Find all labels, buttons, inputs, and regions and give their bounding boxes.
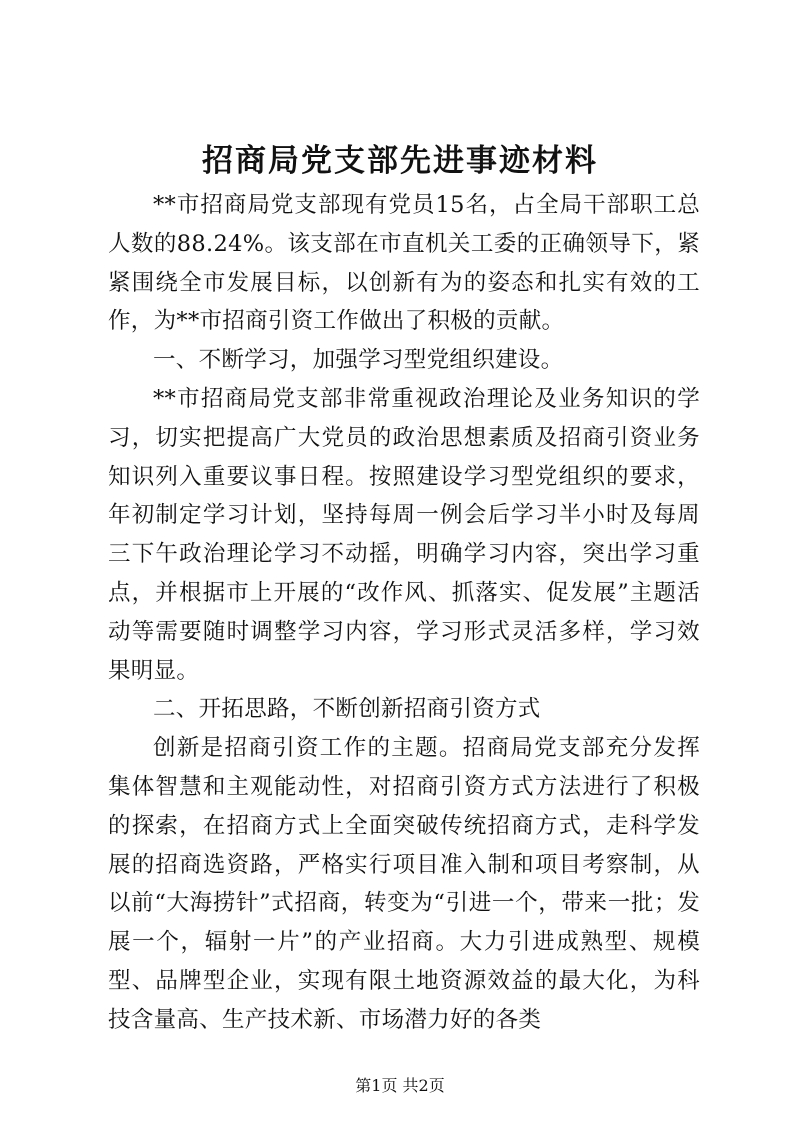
- section-heading-2: 二、开拓思路，不断创新招商引资方式: [153, 696, 541, 723]
- document-body: [108, 186, 700, 1040]
- section-heading-1: 一、不断学习，加强学习型党组织建设。: [153, 347, 564, 374]
- section-1-paragraph: **市招商局党支部非常重视政治理论及业务知识的学习，切实把提高广大党员的政治思想素质及招商引资业务知识列入重要议事日程。按照建设学习型党组织的要求，年初制定学习计划，坚持每周一例会后学习半小时及每周三下午政治理论学习不动摇，明确学习内容，突出学习重点，并根据市上开展的“改作风、抓落实、促发展”主题活动等需要随时调整学习内容，学习形式灵活多样，学习效果明显。: [108, 385, 700, 684]
- document-title: 招商局党支部先进事迹材料: [202, 143, 598, 179]
- intro-paragraph: **市招商局党支部现有党员15名，占全局干部职工总人数的88.24%。该支部在市直机关工委的正确领导下，紧紧围绕全市发展目标，以创新有为的姿态和扎实有效的工作，为**市招商引资工作做出了积极的贡献。: [108, 192, 700, 335]
- page-footer: 第1页 共2页: [355, 1076, 445, 1095]
- section-2-paragraph: 创新是招商引资工作的主题。招商局党支部充分发挥集体智慧和主观能动性，对招商引资方式方法进行了积极的探索，在招商方式上全面突破传统招商方式，走科学发展的招商选资路，严格实行项目准入制和项目考察制，从以前“大海捞针”式招商，转变为“引进一个，带来一批；发展一个，辐射一片”的产业招商。大力引进成熟型、规模型、品牌型企业，实现有限土地资源效益的最大化，为科技含量高、生产技术新、市场潜力好的各类: [108, 735, 700, 1033]
